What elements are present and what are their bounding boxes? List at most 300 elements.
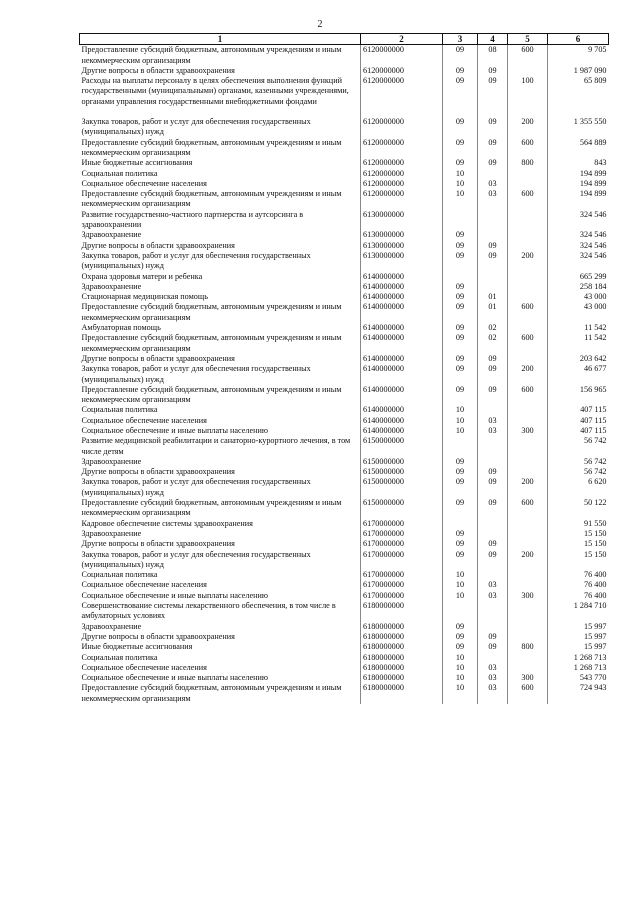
- row-amount: 324 546: [548, 241, 609, 251]
- row-name: Закупка товаров, работ и услуг для обеспечения государственных (муниципальных) нужд: [81, 117, 311, 137]
- row-code: 6130000000: [361, 241, 443, 251]
- row-subsection: 02: [478, 333, 508, 354]
- row-expense-type: [508, 570, 548, 580]
- table-body: [80, 45, 609, 704]
- row-name: Другие вопросы в области здравоохранения: [81, 467, 235, 477]
- row-name: Охрана здоровья матери и ребенка: [81, 271, 203, 281]
- row-amount: 407 115: [548, 405, 609, 415]
- table-row: [80, 632, 609, 642]
- row-code: 6120000000: [361, 169, 443, 179]
- row-name: Предоставление субсидий бюджетным, автономным учреждениям и иным некоммерческим организациям: [81, 137, 342, 157]
- row-name: Социальное обеспечение и иные выплаты населению: [81, 425, 268, 435]
- row-name: Совершенствование системы лекарственного обеспечения, в том числе в амбулаторных условиях: [81, 601, 336, 621]
- table-row: [80, 354, 609, 364]
- row-amount: 564 889: [548, 138, 609, 159]
- row-amount: 50 122: [548, 498, 609, 519]
- row-code: 6150000000: [361, 467, 443, 477]
- row-name: Социальная политика: [81, 168, 158, 178]
- row-code: 6130000000: [361, 230, 443, 240]
- row-section: [443, 519, 478, 529]
- row-subsection: 09: [478, 550, 508, 571]
- row-name: Закупка товаров, работ и услуг для обеспечения государственных (муниципальных) нужд: [81, 549, 311, 569]
- row-amount: 11 542: [548, 323, 609, 333]
- table-row: [80, 498, 609, 519]
- column-header-1: 1: [80, 34, 361, 45]
- row-expense-type: 800: [508, 642, 548, 652]
- row-name: Социальная политика: [81, 405, 158, 415]
- row-section: 10: [443, 179, 478, 189]
- row-subsection: [478, 436, 508, 457]
- table-row: [80, 529, 609, 539]
- row-code: [361, 107, 443, 117]
- row-code: 6180000000: [361, 673, 443, 683]
- row-subsection: 01: [478, 302, 508, 323]
- page-number: 2: [317, 19, 323, 30]
- row-code: 6130000000: [361, 210, 443, 231]
- table-row: [80, 570, 609, 580]
- row-name: Здравоохранение: [81, 230, 142, 240]
- row-expense-type: [508, 663, 548, 673]
- row-name: Социальное обеспечение и иные выплаты населению: [81, 590, 268, 600]
- row-amount: 1 987 090: [548, 66, 609, 76]
- row-expense-type: [508, 580, 548, 590]
- row-code: 6170000000: [361, 570, 443, 580]
- row-section: 09: [443, 158, 478, 168]
- row-amount: 9 705: [548, 45, 609, 66]
- row-amount: 43 000: [548, 302, 609, 323]
- row-section: 10: [443, 673, 478, 683]
- row-name: Расходы на выплаты персоналу в целях обеспечения выполнения функций государственными (муниципальными) органами, казенными учреждениями, органами управления государственными внебюджетными фондами: [81, 76, 349, 106]
- row-amount: 11 542: [548, 333, 609, 354]
- table-row: [80, 539, 609, 549]
- row-section: [443, 601, 478, 622]
- row-subsection: 09: [478, 467, 508, 477]
- table-row: [80, 663, 609, 673]
- column-header-4: 4: [478, 34, 508, 45]
- row-expense-type: [508, 529, 548, 539]
- row-section: 10: [443, 683, 478, 704]
- row-code: 6170000000: [361, 529, 443, 539]
- row-section: 09: [443, 230, 478, 240]
- row-code: 6150000000: [361, 457, 443, 467]
- row-name: [80, 107, 361, 117]
- row-section: 10: [443, 169, 478, 179]
- row-amount: 46 677: [548, 364, 609, 385]
- row-code: 6140000000: [361, 292, 443, 302]
- row-subsection: 03: [478, 416, 508, 426]
- table-header: [80, 34, 609, 45]
- table-row: [80, 457, 609, 467]
- row-section: [443, 272, 478, 282]
- row-section: 09: [443, 457, 478, 467]
- row-name: Предоставление субсидий бюджетным, автономным учреждениям и иным некоммерческим организациям: [81, 384, 342, 405]
- row-subsection: 03: [478, 663, 508, 673]
- row-section: 09: [443, 333, 478, 354]
- row-expense-type: 600: [508, 333, 548, 354]
- row-amount: 91 550: [548, 519, 609, 529]
- row-expense-type: [508, 622, 548, 632]
- row-subsection: 01: [478, 292, 508, 302]
- row-name: Кадровое обеспечение системы здравоохранения: [81, 518, 253, 528]
- table-row: [80, 426, 609, 436]
- row-amount: 1 268 713: [548, 653, 609, 663]
- row-code: 6120000000: [361, 66, 443, 76]
- row-amount: 407 115: [548, 426, 609, 436]
- row-expense-type: 600: [508, 45, 548, 66]
- row-section: 09: [443, 364, 478, 385]
- row-name: Предоставление субсидий бюджетным, автономным учреждениям и иным некоммерческим организациям: [81, 45, 342, 65]
- row-name: Стационарная медицинская помощь: [81, 292, 208, 302]
- row-amount: 203 642: [548, 354, 609, 364]
- row-expense-type: [508, 241, 548, 251]
- row-amount: 194 899: [548, 169, 609, 179]
- row-name: Развитие государственно-частного партнерства и аутсорсинга в здравоохранении: [81, 209, 304, 230]
- row-subsection: 09: [478, 364, 508, 385]
- row-expense-type: [508, 436, 548, 457]
- row-section: [443, 210, 478, 231]
- table-row: [80, 642, 609, 652]
- row-subsection: 03: [478, 580, 508, 590]
- row-subsection: [478, 230, 508, 240]
- row-subsection: 09: [478, 117, 508, 138]
- row-amount: 324 546: [548, 251, 609, 272]
- row-name: Иные бюджетные ассигнования: [81, 642, 193, 652]
- row-amount: 324 546: [548, 230, 609, 240]
- row-name: Социальная политика: [81, 652, 158, 662]
- row-subsection: 03: [478, 179, 508, 189]
- row-section: 09: [443, 550, 478, 571]
- row-section: 09: [443, 632, 478, 642]
- row-code: 6140000000: [361, 416, 443, 426]
- row-code: 6140000000: [361, 333, 443, 354]
- row-section: 10: [443, 580, 478, 590]
- row-subsection: 03: [478, 189, 508, 210]
- row-name: Социальное обеспечение и иные выплаты населению: [81, 673, 268, 683]
- row-name: Социальное обеспечение населения: [81, 178, 207, 188]
- row-code: 6120000000: [361, 76, 443, 107]
- row-name: Социальное обеспечение населения: [81, 662, 207, 672]
- row-name: Здравоохранение: [81, 621, 142, 631]
- row-subsection: 03: [478, 673, 508, 683]
- row-section: 10: [443, 570, 478, 580]
- row-amount: 258 184: [548, 282, 609, 292]
- table-row: [80, 272, 609, 282]
- row-expense-type: [508, 457, 548, 467]
- row-code: 6140000000: [361, 405, 443, 415]
- row-amount: 76 400: [548, 591, 609, 601]
- table-row: [80, 477, 609, 498]
- table-row: [80, 436, 609, 457]
- row-code: 6180000000: [361, 622, 443, 632]
- row-name: Амбулаторная помощь: [81, 323, 161, 333]
- table-row: [80, 416, 609, 426]
- row-code: 6180000000: [361, 601, 443, 622]
- row-name: Иные бюджетные ассигнования: [81, 158, 193, 168]
- row-expense-type: 100: [508, 76, 548, 107]
- row-code: 6120000000: [361, 158, 443, 168]
- row-expense-type: [508, 653, 548, 663]
- row-expense-type: [508, 405, 548, 415]
- row-expense-type: 200: [508, 364, 548, 385]
- row-section: 09: [443, 642, 478, 652]
- row-expense-type: [508, 179, 548, 189]
- row-code: 6120000000: [361, 45, 443, 66]
- row-code: 6140000000: [361, 364, 443, 385]
- row-amount: 15 150: [548, 539, 609, 549]
- row-section: 10: [443, 653, 478, 663]
- row-amount: 56 742: [548, 467, 609, 477]
- row-code: 6120000000: [361, 117, 443, 138]
- row-amount: 15 997: [548, 642, 609, 652]
- table-row: [80, 189, 609, 210]
- row-subsection: 09: [478, 241, 508, 251]
- row-section: 09: [443, 385, 478, 406]
- row-section: 09: [443, 302, 478, 323]
- row-subsection: 09: [478, 158, 508, 168]
- row-expense-type: 300: [508, 673, 548, 683]
- table-row: [80, 323, 609, 333]
- row-amount: [548, 107, 609, 117]
- row-expense-type: [508, 230, 548, 240]
- row-code: 6140000000: [361, 272, 443, 282]
- row-name: Здравоохранение: [81, 528, 142, 538]
- row-name: Предоставление субсидий бюджетным, автономным учреждениям и иным некоммерческим организациям: [81, 302, 342, 322]
- table-row: [80, 467, 609, 477]
- row-subsection: 09: [478, 138, 508, 159]
- row-amount: 15 997: [548, 632, 609, 642]
- budget-table: [79, 33, 609, 704]
- row-amount: 15 150: [548, 529, 609, 539]
- table-row: [80, 138, 609, 159]
- row-expense-type: [508, 272, 548, 282]
- row-amount: 56 742: [548, 436, 609, 457]
- row-name: Закупка товаров, работ и услуг для обеспечения государственных (муниципальных) нужд: [81, 364, 311, 384]
- row-subsection: [478, 622, 508, 632]
- row-subsection: 09: [478, 632, 508, 642]
- row-subsection: [478, 169, 508, 179]
- row-expense-type: [508, 632, 548, 642]
- column-header-2: 2: [361, 34, 443, 45]
- row-amount: 56 742: [548, 457, 609, 467]
- row-expense-type: 800: [508, 158, 548, 168]
- row-amount: 1 284 710: [548, 601, 609, 622]
- row-code: 6170000000: [361, 519, 443, 529]
- row-subsection: 09: [478, 251, 508, 272]
- row-amount: 1 355 550: [548, 117, 609, 138]
- row-name: Закупка товаров, работ и услуг для обеспечения государственных (муниципальных) нужд: [81, 477, 311, 497]
- table-row: [80, 107, 609, 117]
- row-expense-type: [508, 601, 548, 622]
- row-name: Здравоохранение: [81, 281, 142, 291]
- row-subsection: 09: [478, 642, 508, 652]
- row-name: Социальное обеспечение населения: [81, 415, 207, 425]
- row-section: 09: [443, 354, 478, 364]
- table-row: [80, 519, 609, 529]
- row-name: Закупка товаров, работ и услуг для обеспечения государственных (муниципальных) нужд: [81, 250, 311, 271]
- row-name: Другие вопросы в области здравоохранения: [81, 631, 235, 641]
- row-section: 10: [443, 416, 478, 426]
- row-subsection: [478, 653, 508, 663]
- row-subsection: [478, 405, 508, 415]
- row-expense-type: 600: [508, 683, 548, 704]
- row-code: 6170000000: [361, 591, 443, 601]
- row-expense-type: 200: [508, 251, 548, 272]
- row-section: 09: [443, 323, 478, 333]
- table-row: [80, 653, 609, 663]
- row-amount: 76 400: [548, 580, 609, 590]
- row-subsection: [478, 570, 508, 580]
- row-amount: 6 620: [548, 477, 609, 498]
- row-subsection: 09: [478, 477, 508, 498]
- row-section: 09: [443, 117, 478, 138]
- row-amount: 1 268 713: [548, 663, 609, 673]
- table-row: [80, 580, 609, 590]
- row-section: 09: [443, 45, 478, 66]
- row-subsection: 03: [478, 426, 508, 436]
- column-header-6: 6: [548, 34, 609, 45]
- row-expense-type: 600: [508, 189, 548, 210]
- table-row: [80, 673, 609, 683]
- row-expense-type: 300: [508, 426, 548, 436]
- table-row: [80, 66, 609, 76]
- table-row: [80, 117, 609, 138]
- row-amount: 15 997: [548, 622, 609, 632]
- row-subsection: [478, 529, 508, 539]
- row-code: 6120000000: [361, 179, 443, 189]
- row-code: 6180000000: [361, 632, 443, 642]
- row-amount: 194 899: [548, 189, 609, 210]
- row-expense-type: 600: [508, 138, 548, 159]
- row-amount: 15 150: [548, 550, 609, 571]
- table-row: [80, 292, 609, 302]
- row-code: 6140000000: [361, 426, 443, 436]
- row-code: 6140000000: [361, 354, 443, 364]
- row-subsection: 09: [478, 385, 508, 406]
- row-expense-type: [508, 354, 548, 364]
- row-code: 6120000000: [361, 189, 443, 210]
- row-expense-type: 600: [508, 498, 548, 519]
- row-name: Предоставление субсидий бюджетным, автономным учреждениям и иным некоммерческим организациям: [81, 189, 342, 209]
- row-name: Социальное обеспечение населения: [81, 580, 207, 590]
- row-expense-type: [508, 416, 548, 426]
- table-row: [80, 364, 609, 385]
- row-expense-type: [508, 169, 548, 179]
- column-header-5: 5: [508, 34, 548, 45]
- row-expense-type: 200: [508, 117, 548, 138]
- row-subsection: 09: [478, 539, 508, 549]
- row-section: 10: [443, 189, 478, 210]
- table-row: [80, 591, 609, 601]
- table-row: [80, 405, 609, 415]
- row-section: 09: [443, 138, 478, 159]
- row-name: Предоставление субсидий бюджетным, автономным учреждениям и иным некоммерческим организациям: [81, 333, 342, 353]
- table-row: [80, 230, 609, 240]
- row-section: 09: [443, 477, 478, 498]
- row-expense-type: [508, 292, 548, 302]
- row-code: 6140000000: [361, 323, 443, 333]
- row-subsection: 03: [478, 591, 508, 601]
- row-code: 6180000000: [361, 653, 443, 663]
- row-expense-type: [508, 539, 548, 549]
- row-code: 6150000000: [361, 498, 443, 519]
- row-section: 09: [443, 241, 478, 251]
- row-amount: 65 809: [548, 76, 609, 107]
- table-row: [80, 169, 609, 179]
- row-amount: 194 899: [548, 179, 609, 189]
- row-section: 10: [443, 426, 478, 436]
- row-name: Предоставление субсидий бюджетным, автономным учреждениям и иным некоммерческим организациям: [81, 498, 342, 518]
- row-code: 6180000000: [361, 683, 443, 704]
- row-section: [443, 107, 478, 117]
- row-expense-type: 300: [508, 591, 548, 601]
- row-name: Другие вопросы в области здравоохранения: [81, 539, 235, 549]
- row-subsection: [478, 601, 508, 622]
- row-section: 09: [443, 539, 478, 549]
- row-expense-type: 600: [508, 385, 548, 406]
- table-row: [80, 550, 609, 571]
- row-code: 6150000000: [361, 477, 443, 498]
- row-expense-type: [508, 282, 548, 292]
- table-row: [80, 622, 609, 632]
- row-subsection: [478, 282, 508, 292]
- row-code: 6140000000: [361, 302, 443, 323]
- row-section: 09: [443, 282, 478, 292]
- table-row: [80, 302, 609, 323]
- table-row: [80, 601, 609, 622]
- row-name: Другие вопросы в области здравоохранения: [81, 240, 235, 250]
- row-amount: 543 770: [548, 673, 609, 683]
- table-row: [80, 210, 609, 231]
- row-code: 6130000000: [361, 251, 443, 272]
- table-row: [80, 282, 609, 292]
- row-section: [443, 436, 478, 457]
- row-expense-type: [508, 467, 548, 477]
- row-code: 6150000000: [361, 436, 443, 457]
- row-name: Социальная политика: [81, 570, 158, 580]
- table-row: [80, 179, 609, 189]
- row-name: Другие вопросы в области здравоохранения: [81, 65, 235, 75]
- table-row: [80, 683, 609, 704]
- row-code: 6180000000: [361, 663, 443, 673]
- row-name: Развитие медицинской реабилитации и санаторно-курортного лечения, в том числе детям: [81, 436, 351, 456]
- row-expense-type: [508, 66, 548, 76]
- row-expense-type: [508, 210, 548, 231]
- column-header-3: 3: [443, 34, 478, 45]
- table-row: [80, 251, 609, 272]
- row-amount: 324 546: [548, 210, 609, 231]
- table-row: [80, 333, 609, 354]
- row-subsection: [478, 272, 508, 282]
- table-row: [80, 76, 609, 107]
- row-subsection: 02: [478, 323, 508, 333]
- row-section: 09: [443, 76, 478, 107]
- row-amount: 156 965: [548, 385, 609, 406]
- row-amount: 407 115: [548, 416, 609, 426]
- row-code: 6170000000: [361, 580, 443, 590]
- table-row: [80, 385, 609, 406]
- row-code: 6170000000: [361, 550, 443, 571]
- row-subsection: [478, 107, 508, 117]
- row-amount: 843: [548, 158, 609, 168]
- row-section: 09: [443, 292, 478, 302]
- row-code: 6140000000: [361, 282, 443, 292]
- row-name: Другие вопросы в области здравоохранения: [81, 353, 235, 363]
- row-amount: 43 000: [548, 292, 609, 302]
- row-amount: 724 943: [548, 683, 609, 704]
- row-section: 09: [443, 467, 478, 477]
- row-section: 09: [443, 622, 478, 632]
- row-expense-type: 200: [508, 477, 548, 498]
